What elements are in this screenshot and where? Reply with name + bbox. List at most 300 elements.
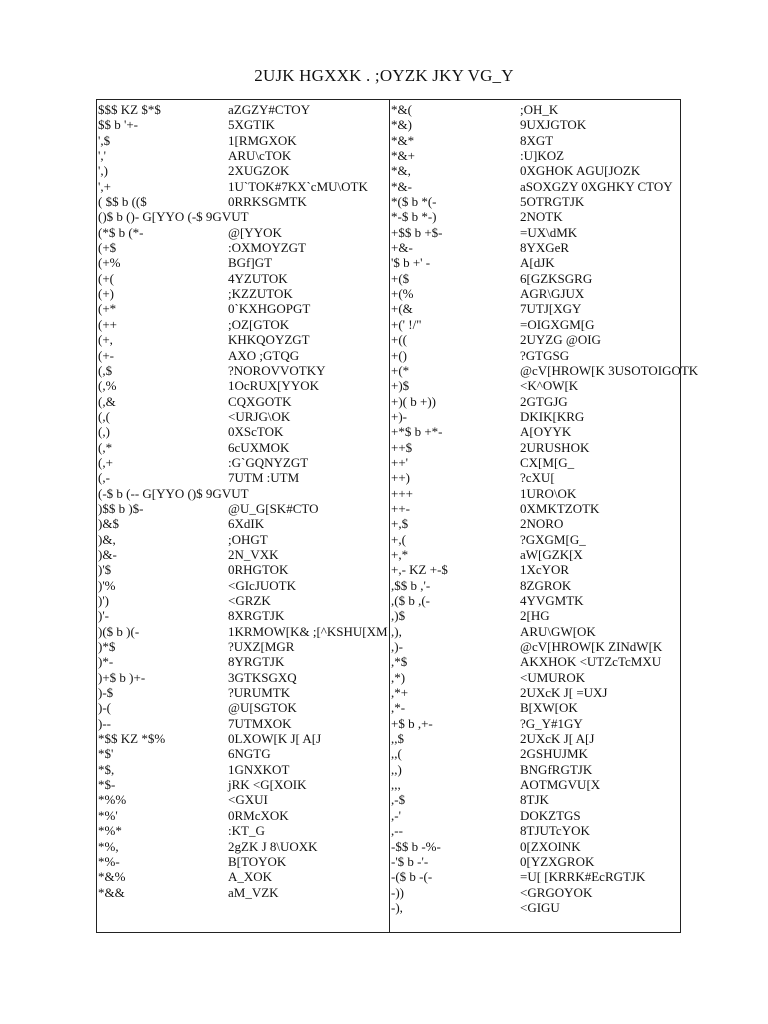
row-label: @U_G[SK#CTO xyxy=(228,500,319,516)
row-label: 8YRGTJK xyxy=(228,654,285,670)
row-code: )&- xyxy=(98,546,117,562)
row-code: )') xyxy=(98,593,110,608)
row-code: ++' xyxy=(391,454,409,470)
row-code: )-- xyxy=(98,715,111,731)
row-code: ,-' xyxy=(391,807,401,823)
row-label: 1XcYOR xyxy=(520,562,570,578)
row-code: +)$ xyxy=(391,378,410,394)
row-code: (+% xyxy=(98,255,121,271)
table-row xyxy=(98,608,388,623)
row-label: ARU\cTOK xyxy=(228,148,292,164)
table-row xyxy=(98,670,388,685)
row-label: 6cUXMOK xyxy=(228,439,290,455)
row-label: A_XOK xyxy=(228,869,273,885)
table-row xyxy=(391,117,681,132)
row-label: BNGfRGTJK xyxy=(520,761,593,777)
row-label: @cV[HROW[K 3USOTOIGOTK xyxy=(520,362,699,378)
row-code: *$- xyxy=(98,777,116,793)
row-label: 3GTKSGXQ xyxy=(228,669,297,685)
row-code: $$ b '+- xyxy=(98,117,139,133)
row-code: (,( xyxy=(98,408,110,424)
table-row xyxy=(98,532,388,547)
row-label: 2GSHUJMK xyxy=(520,746,588,762)
row-label: 0RMcXOK xyxy=(228,807,289,823)
table-row xyxy=(391,225,681,240)
table-row xyxy=(391,716,681,731)
row-label: B[TOYOK xyxy=(228,853,287,869)
row-label: 8XGT xyxy=(520,132,554,148)
table-row xyxy=(98,654,388,669)
table-row xyxy=(391,578,681,593)
table-row xyxy=(391,424,681,439)
row-label: ;KZZUTOK xyxy=(228,286,293,302)
table-row xyxy=(98,440,388,455)
row-code: *&* xyxy=(391,132,415,148)
row-label: ;OH_K xyxy=(520,102,559,117)
row-code: *&+ xyxy=(391,148,415,164)
table-row xyxy=(391,163,681,178)
row-label: A[OYYK xyxy=(520,424,572,440)
row-code: ',+ xyxy=(98,178,111,194)
table-row xyxy=(98,378,388,393)
table-row xyxy=(391,562,681,577)
table-row xyxy=(98,486,388,501)
row-code: +*$ b +*- xyxy=(391,424,443,440)
table-row xyxy=(391,409,681,424)
table-row xyxy=(98,885,388,900)
table-row xyxy=(98,286,388,301)
row-label: 0[ZXOINK xyxy=(520,838,581,854)
row-label: <GRZK xyxy=(228,593,271,608)
row-code: )+$ b )+- xyxy=(98,669,146,685)
row-label: 8TJUTcYOK xyxy=(520,823,590,839)
table-row xyxy=(391,362,699,378)
row-code: ,-- xyxy=(391,823,403,839)
row-code: ,-$ xyxy=(391,792,406,808)
row-code: )'- xyxy=(98,608,110,624)
row-label: ?G_Y#1GY xyxy=(520,715,583,731)
row-code: ,,) xyxy=(391,761,402,777)
table-row xyxy=(391,808,681,823)
row-code: (,& xyxy=(98,393,116,409)
row-label: <K^OW[K xyxy=(520,378,579,394)
row-code: *&& xyxy=(98,884,125,900)
row-code: (+, xyxy=(98,332,113,348)
row-label: 6XdIK xyxy=(228,516,265,532)
row-label: 0XScTOK xyxy=(228,424,284,440)
row-label: 4YZUTOK xyxy=(228,270,288,286)
row-code: )($ b )(- xyxy=(98,623,140,639)
row-label: @cV[HROW[K ZINdW[K xyxy=(520,639,663,655)
table-row xyxy=(98,301,388,316)
row-label: <GIcJUOTK xyxy=(228,577,296,593)
table-row xyxy=(391,777,681,792)
row-code: +,( xyxy=(391,531,406,547)
row-label: ?GXGM[G_ xyxy=(520,531,586,547)
row-label: 0LXOW[K J[ A[J xyxy=(228,731,322,747)
table-row xyxy=(391,102,681,117)
table-row xyxy=(98,762,388,777)
row-code: )&$ xyxy=(98,516,119,532)
row-code: (+( xyxy=(98,270,114,286)
row-code: +$$ b +$- xyxy=(391,224,443,240)
row-code: ++) xyxy=(391,470,410,486)
row-code: (,* xyxy=(98,439,113,455)
row-label: :U]KOZ xyxy=(520,148,565,164)
table-row xyxy=(391,501,681,516)
row-code: *&( xyxy=(391,102,412,117)
row-label: <UMUROK xyxy=(520,669,586,685)
row-label: 1URO\OK xyxy=(520,485,577,501)
table-row xyxy=(391,486,681,501)
row-code: +)( b +)) xyxy=(391,393,436,409)
row-code: *$' xyxy=(98,746,114,762)
table-row xyxy=(391,394,681,409)
table-row xyxy=(98,792,388,807)
row-label: 9UXJGTOK xyxy=(520,117,587,133)
table-row xyxy=(98,777,388,792)
row-code: '$ b +' - xyxy=(391,255,431,271)
table-row xyxy=(391,762,681,777)
row-code: ,), xyxy=(391,623,402,639)
row-label: :G`GQNYZGT xyxy=(228,454,309,470)
table-row xyxy=(391,593,681,608)
row-label: A[dJK xyxy=(520,255,555,271)
table-row xyxy=(391,209,681,224)
row-code: ++- xyxy=(391,500,410,516)
table-row xyxy=(391,654,681,669)
table-row xyxy=(98,501,388,516)
table-row xyxy=(391,685,681,700)
table-row xyxy=(391,746,681,761)
row-label: DOKZTGS xyxy=(520,807,581,823)
table-row xyxy=(98,102,388,117)
table-row xyxy=(391,792,681,807)
table-row xyxy=(391,133,681,148)
table-row xyxy=(98,225,388,240)
row-code: +(' !/" xyxy=(391,316,422,332)
row-label: AKXHOK <UTZcTcMXU xyxy=(520,654,662,670)
row-label: aW[GZK[X xyxy=(520,546,583,562)
table-row xyxy=(391,532,681,547)
row-label: 0XGHOK AGU[JOZK xyxy=(520,163,641,179)
row-label: 0RRKSGMTK xyxy=(228,194,307,210)
row-label: :KT_G xyxy=(228,823,265,839)
table-row xyxy=(98,394,388,409)
table-row xyxy=(98,578,388,593)
row-code: ,)- xyxy=(391,639,403,655)
table-row xyxy=(391,255,681,270)
row-code: *%% xyxy=(98,792,127,808)
row-code: -'$ b -'- xyxy=(391,853,429,869)
row-label: ?GTGSG xyxy=(520,347,570,363)
row-label: 6[GZKSGRG xyxy=(520,270,593,286)
row-label: 8YXGeR xyxy=(520,240,570,256)
row-code: *%, xyxy=(98,838,119,854)
row-label: 2[HG xyxy=(520,608,550,624)
row-label: 6NGTG xyxy=(228,746,271,762)
table-row xyxy=(391,301,681,316)
table-row xyxy=(391,470,681,485)
table-row xyxy=(391,286,681,301)
row-code: (,) xyxy=(98,424,110,440)
row-code: -)) xyxy=(391,884,404,900)
row-label: 2NORO xyxy=(520,516,564,532)
row-label: 2NOTK xyxy=(520,209,563,225)
row-label: 2UXcK J[ =UXJ xyxy=(520,685,608,701)
row-code: ,*) xyxy=(391,669,406,685)
table-row xyxy=(98,823,388,838)
row-code: ,*- xyxy=(391,700,406,716)
row-code: +(& xyxy=(391,301,413,317)
row-label: =U[ [KRRK#EcRGTJK xyxy=(520,869,646,885)
row-code: ,,( xyxy=(391,746,402,762)
row-code: ,($ b ,(- xyxy=(391,593,430,608)
row-label: 4YVGMTK xyxy=(520,593,584,608)
row-code: *&, xyxy=(391,163,411,179)
row-label: CQXGOTK xyxy=(228,393,292,409)
row-code: +&- xyxy=(391,240,413,256)
row-label: 0`KXHGOPGT xyxy=(228,301,311,317)
row-code: ',' xyxy=(98,148,106,164)
left-column xyxy=(98,102,388,900)
row-code: *%* xyxy=(98,823,122,839)
row-code: )&, xyxy=(98,531,116,547)
table-row xyxy=(98,348,388,363)
row-label: 2N_VXK xyxy=(228,546,279,562)
table-row xyxy=(98,562,388,577)
table-row xyxy=(98,869,388,884)
row-label: 8TJK xyxy=(520,792,549,808)
row-label: =OIGXGM[G xyxy=(520,316,595,332)
table-row xyxy=(98,854,388,869)
row-code: (++ xyxy=(98,316,117,332)
row-code: (+$ xyxy=(98,240,117,256)
row-label: 8ZGROK xyxy=(520,577,572,593)
row-code: ,*+ xyxy=(391,685,409,701)
table-row xyxy=(391,317,681,332)
row-label: 2XUGZOK xyxy=(228,163,290,179)
row-label: 1GNXKOT xyxy=(228,761,290,777)
row-code: *&% xyxy=(98,869,126,885)
row-label: 7UTM :UTM xyxy=(228,470,300,486)
table-row xyxy=(98,470,388,485)
table-row xyxy=(391,455,681,470)
row-code: (,% xyxy=(98,378,117,394)
table-row xyxy=(391,854,681,869)
row-label: 2UYZG @OIG xyxy=(520,332,601,348)
row-label: jRK <G[XOIK xyxy=(228,777,307,793)
row-code: +(% xyxy=(391,286,414,302)
row-label: 0RHGTOK xyxy=(228,562,289,578)
table-row xyxy=(391,885,681,900)
row-code: $$$ KZ $*$ xyxy=(98,102,161,117)
row-code: ,*$ xyxy=(391,654,408,670)
row-label: 1U`TOK#7KX`cMU\OTK xyxy=(228,178,368,194)
row-label: KHKQOYZGT xyxy=(228,332,310,348)
table-row xyxy=(391,240,681,255)
table-row xyxy=(391,516,681,531)
row-code: *$, xyxy=(98,761,115,777)
right-column xyxy=(391,102,699,915)
table-row xyxy=(98,455,388,470)
row-code: (*$ b (*- xyxy=(98,224,144,240)
row-code: (,$ xyxy=(98,362,113,378)
row-label: aM_VZK xyxy=(228,884,279,900)
table-row xyxy=(391,332,681,347)
row-code: )'% xyxy=(98,577,116,593)
row-label: DKIK[KRG xyxy=(520,408,585,424)
row-code: +(( xyxy=(391,332,407,348)
row-label: 2GTGJG xyxy=(520,393,568,409)
row-label: AGR\GJUX xyxy=(520,286,585,302)
row-label: CX[M[G_ xyxy=(520,454,575,470)
table-row xyxy=(391,148,681,163)
row-code: )$$ b )$- xyxy=(98,500,144,516)
row-label: 1[RMGXOK xyxy=(228,132,297,148)
table-row xyxy=(98,639,388,654)
table-row xyxy=(98,209,388,224)
row-label: 1KRMOW[K& ;[^KSHU[XM xyxy=(228,623,388,639)
table-row xyxy=(391,179,681,194)
row-label: B[XW[OK xyxy=(520,700,578,716)
row-code: -($ b -(- xyxy=(391,869,433,885)
row-label: aSOXGZY 0XGHKY CTOY xyxy=(520,178,673,194)
table-row xyxy=(98,624,388,639)
table-row xyxy=(98,716,388,731)
table-row xyxy=(98,255,388,270)
table-row xyxy=(391,271,681,286)
table-row xyxy=(391,731,681,746)
row-code: (+) xyxy=(98,286,114,302)
table-row xyxy=(391,839,681,854)
row-label: <URJG\OK xyxy=(228,408,291,424)
row-code: +++ xyxy=(391,485,413,501)
row-code: +(* xyxy=(391,362,410,378)
row-code: ++$ xyxy=(391,439,413,455)
row-label: <GIGU xyxy=(520,899,560,915)
row-code: (+* xyxy=(98,301,117,317)
row-label: <GRGOYOK xyxy=(520,884,593,900)
table-row xyxy=(98,240,388,255)
table-row xyxy=(391,700,681,715)
table-row xyxy=(391,348,681,363)
table-row xyxy=(391,547,681,562)
table-row xyxy=(98,424,388,439)
column-divider xyxy=(389,100,390,932)
row-code: ',$ xyxy=(98,132,111,148)
row-label: BGf]GT xyxy=(228,255,273,271)
row-code: ,$$ b ,'- xyxy=(391,577,431,593)
row-label: @[YYOK xyxy=(228,224,282,240)
row-label: ;OHGT xyxy=(228,531,268,547)
row-code: *%' xyxy=(98,807,118,823)
table-row xyxy=(98,332,388,347)
table-row xyxy=(98,194,388,209)
table-row xyxy=(98,179,388,194)
table-row xyxy=(391,608,681,623)
table-row xyxy=(391,624,681,639)
row-code: +,- KZ +-$ xyxy=(391,562,448,578)
row-code: (+- xyxy=(98,347,114,363)
row-label: aZGZY#CTOY xyxy=(228,102,311,117)
table-row xyxy=(98,317,388,332)
row-label: ARU\GW[OK xyxy=(520,623,596,639)
row-code: ()$ b ()- G[YYO (-$ 9GVUT xyxy=(98,209,249,225)
table-row xyxy=(391,639,681,654)
table-row xyxy=(98,363,388,378)
row-code: *($ b *(- xyxy=(391,194,437,210)
code-table xyxy=(96,99,699,933)
table-row xyxy=(391,900,681,915)
row-code: +,$ xyxy=(391,516,409,532)
table-row xyxy=(98,731,388,746)
row-label: AOTMGVU[X xyxy=(520,777,601,793)
page-title: 2UJK HGXXK . ;OYZK JKY VG_Y xyxy=(254,66,514,85)
table-row xyxy=(98,808,388,823)
row-code: )'$ xyxy=(98,562,112,578)
table-row xyxy=(98,409,388,424)
row-code: )*$ xyxy=(98,639,116,655)
table-row xyxy=(98,271,388,286)
row-code: *%- xyxy=(98,853,120,869)
table-row xyxy=(98,593,388,608)
table-row xyxy=(391,670,681,685)
row-code: (-$ b (-- G[YYO ()$ 9GVUT xyxy=(98,485,249,501)
table-row xyxy=(98,746,388,761)
table-row xyxy=(98,163,388,178)
table-row xyxy=(98,700,388,715)
row-code: +$ b ,+- xyxy=(391,715,433,731)
row-code: *-$ b *-) xyxy=(391,209,437,225)
row-label: ;OZ[GTOK xyxy=(228,316,290,332)
table-row xyxy=(98,117,388,132)
row-code: -$$ b -%- xyxy=(391,838,441,854)
table-row xyxy=(391,194,681,209)
row-code: )-$ xyxy=(98,685,114,701)
row-code: ,,$ xyxy=(391,731,404,747)
table-row xyxy=(98,839,388,854)
row-label: <GXUI xyxy=(228,792,268,808)
row-label: 2gZK J 8\UOXK xyxy=(228,838,318,854)
row-code: +)- xyxy=(391,408,407,424)
row-label: 8XRGTJK xyxy=(228,608,285,624)
row-label: ?cXU[ xyxy=(520,470,555,486)
row-code: (,+ xyxy=(98,454,113,470)
row-code: ,,, xyxy=(391,777,401,793)
row-code: ( $$ b (($ xyxy=(98,194,147,210)
row-code: -), xyxy=(391,899,403,915)
row-code: *$$ KZ *$% xyxy=(98,731,166,747)
table-row xyxy=(98,547,388,562)
row-label: ?UXZ[MGR xyxy=(228,639,295,655)
row-label: 1OcRUX[YYOK xyxy=(228,378,319,394)
row-code: *&) xyxy=(391,117,412,133)
row-label: @U[SGTOK xyxy=(228,700,297,716)
row-label: :OXMOYZGT xyxy=(228,240,306,256)
table-row xyxy=(98,516,388,531)
row-label: =UX\dMK xyxy=(520,224,578,240)
row-label: 2URUSHOK xyxy=(520,439,590,455)
row-code: +($ xyxy=(391,270,410,286)
row-label: ?NOROVVOTKY xyxy=(228,362,326,378)
row-code: ,)$ xyxy=(391,608,406,624)
row-label: 0XMKTZOTK xyxy=(520,500,600,516)
row-code: )*- xyxy=(98,654,114,670)
row-label: 2UXcK J[ A[J xyxy=(520,731,595,747)
table-row xyxy=(391,823,681,838)
row-label: AXO ;GTQG xyxy=(228,347,300,363)
